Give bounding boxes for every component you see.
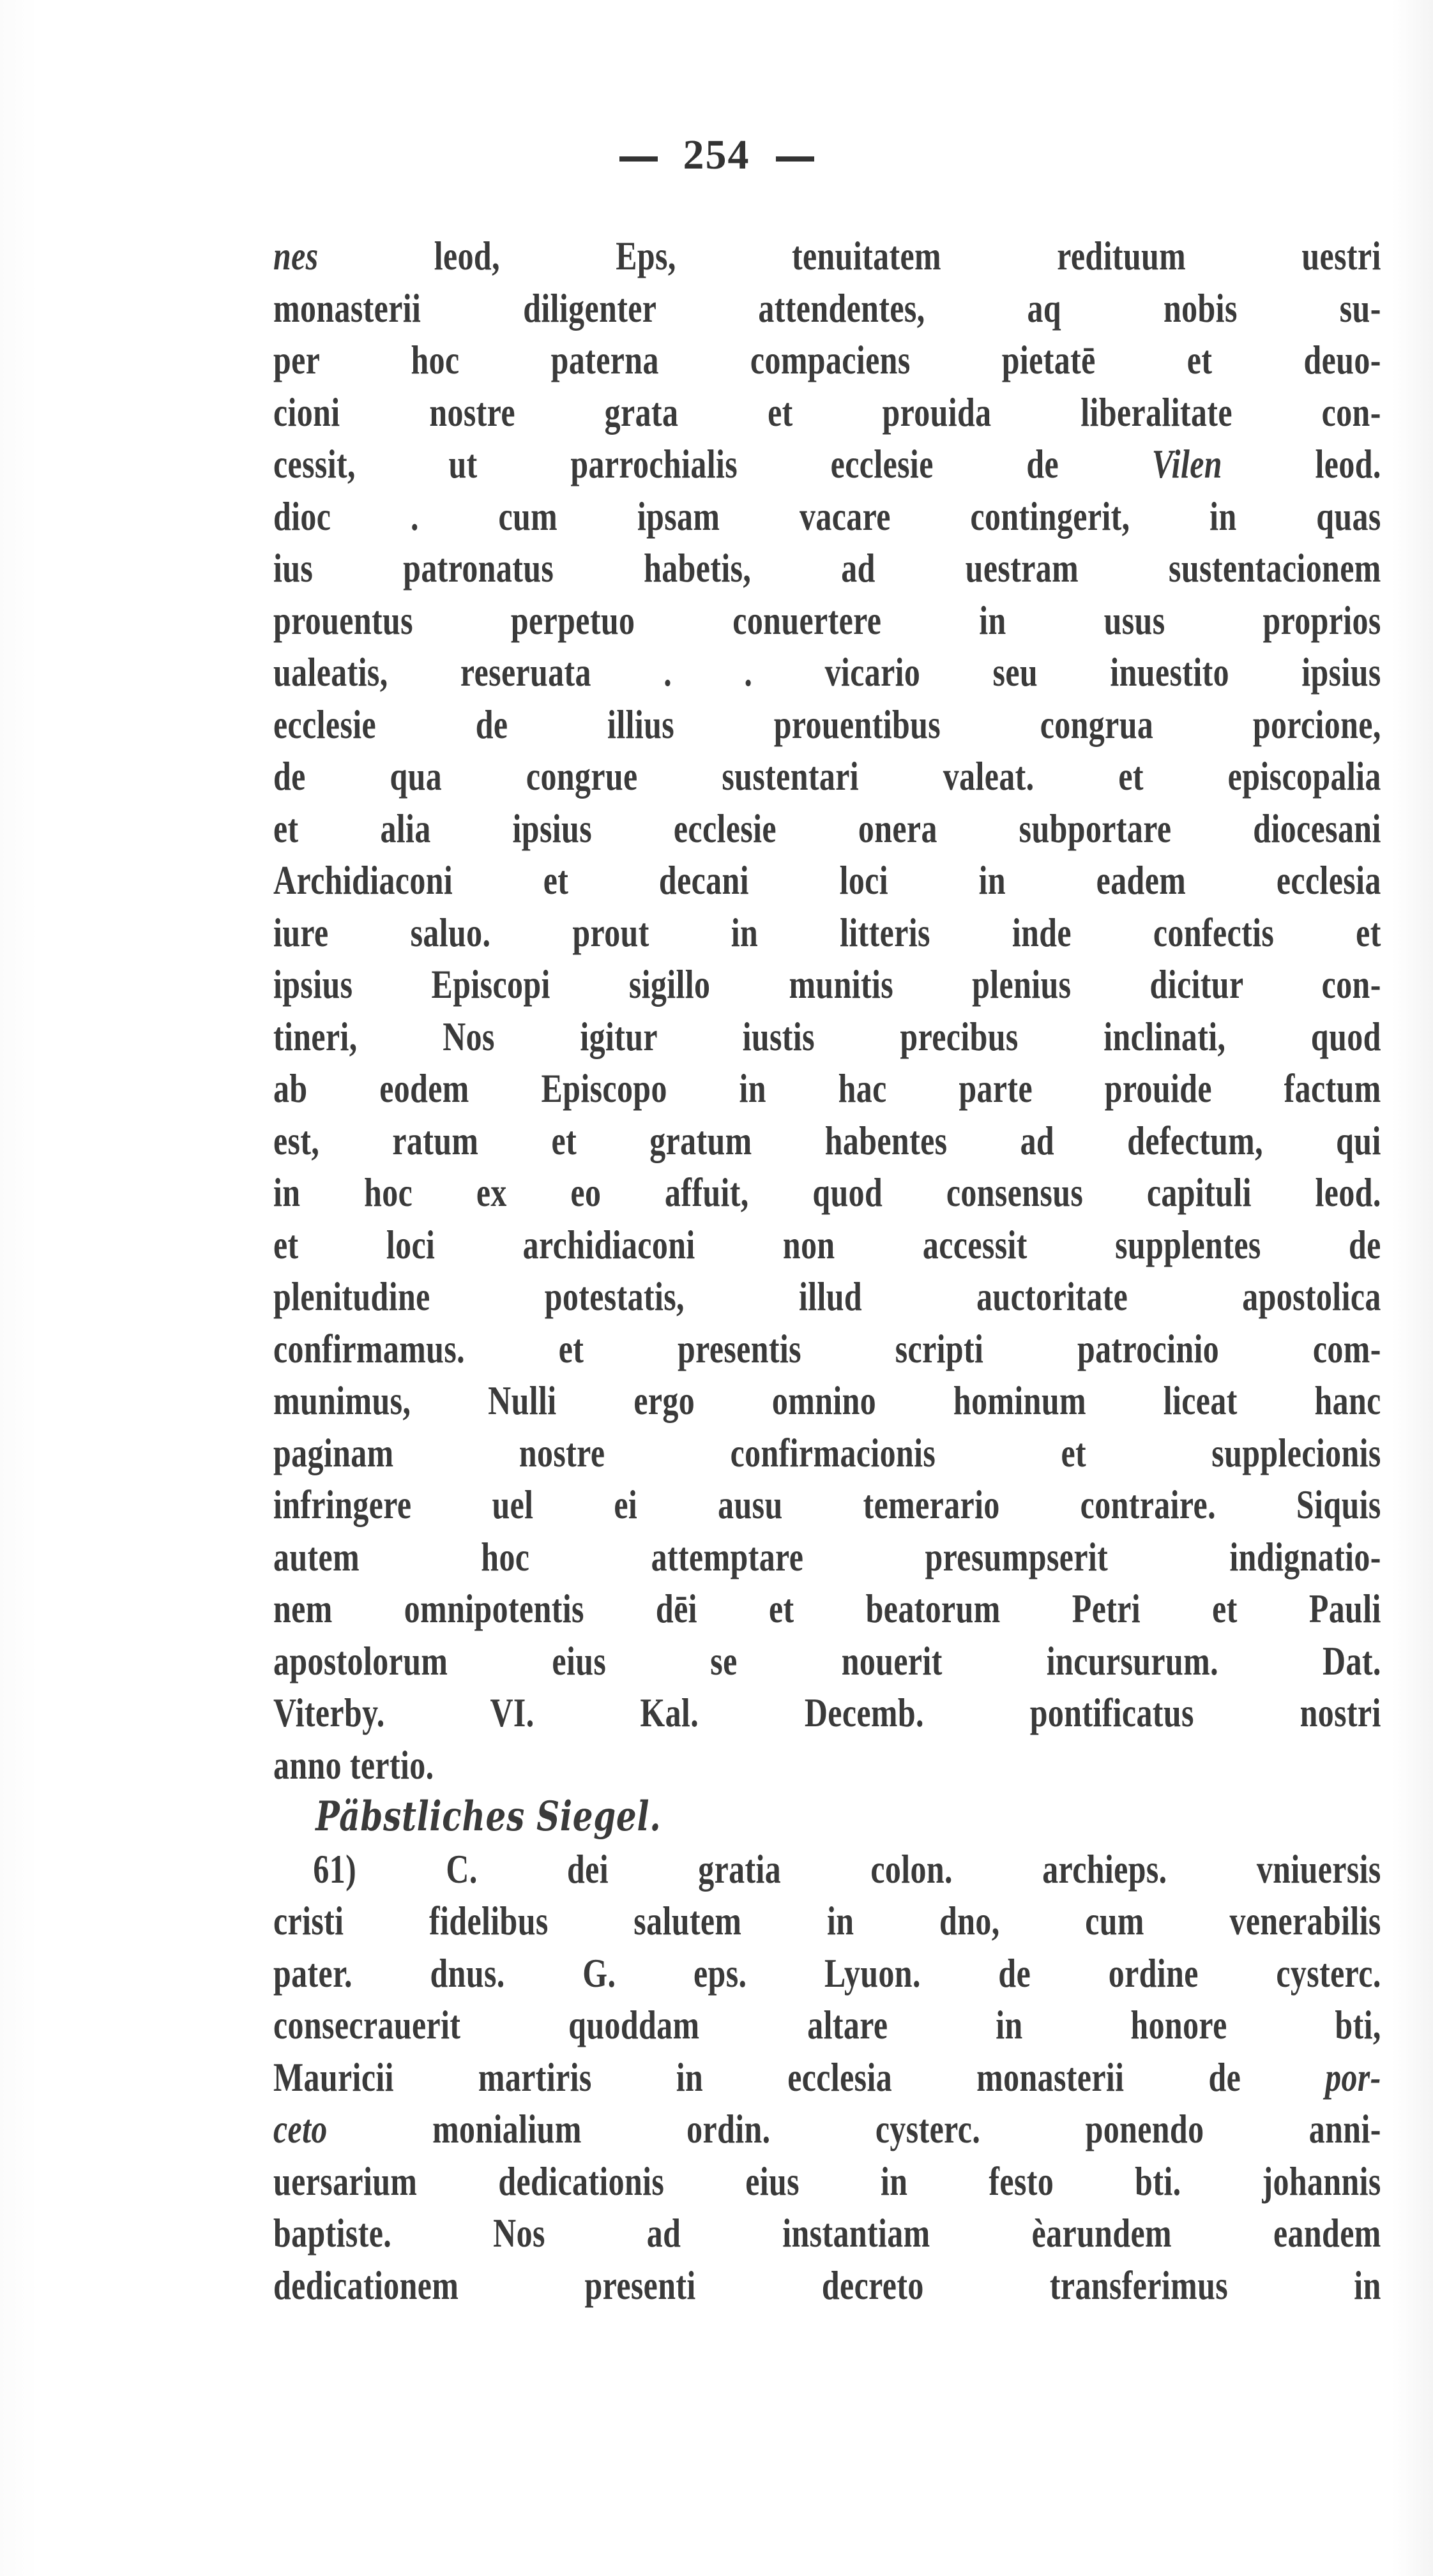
text-line xyxy=(273,1843,1381,1895)
text-line xyxy=(273,2207,1381,2259)
text-line xyxy=(273,1947,1381,2000)
line-text: per hoc paterna compaciens pietatē et deuo- xyxy=(273,337,1381,382)
line-text: tineri, Nos igitur iustis precibus inclinati, quod xyxy=(273,1013,1381,1059)
text-line xyxy=(273,2155,1381,2208)
line-text: cessit, ut parrochialis ecclesie de xyxy=(273,441,1152,486)
text-line xyxy=(273,1895,1381,1947)
line-text: est, ratum et gratum habentes ad defectum, qui xyxy=(273,1117,1381,1163)
line-text: baptiste. Nos ad instantiam èarundem eandem xyxy=(273,2210,1381,2256)
text-line xyxy=(273,386,1381,439)
text-line xyxy=(273,1323,1381,1375)
line-text-tail: leod. xyxy=(1222,441,1381,486)
line-text: plenitudine potestatis, illud auctoritate apostolica xyxy=(273,1274,1381,1319)
page-number: 254 xyxy=(683,132,750,178)
text-line xyxy=(273,2051,1381,2104)
header-dash-left xyxy=(619,156,658,162)
line-text: ualeatis, reseruata . . vicario seu inuestito ipsius xyxy=(273,649,1381,695)
text-line xyxy=(273,1062,1381,1115)
text-line xyxy=(273,230,1381,282)
section-heading: Päbstliches Siegel. xyxy=(315,1793,662,1841)
text-line xyxy=(273,1583,1381,1635)
line-text: Mauricii martiris in ecclesia monasterii de xyxy=(273,2054,1326,2100)
text-line xyxy=(273,438,1381,490)
text-line xyxy=(273,854,1381,907)
line-text: anno tertio. xyxy=(273,1742,434,1788)
text-line xyxy=(273,542,1381,594)
line-text: confirmamus. et presentis scripti patrocinio com- xyxy=(273,1325,1381,1371)
text-line-last xyxy=(273,1739,1381,1791)
header-dash-right xyxy=(776,156,814,162)
line-text: consecrauerit quoddam altare in honore bti, xyxy=(273,2002,1381,2047)
text-line xyxy=(273,1427,1381,1479)
text-line xyxy=(273,1375,1381,1427)
text-line xyxy=(273,802,1381,855)
text-line xyxy=(273,1687,1381,1739)
line-text: munimus, Nulli ergo omnino hominum liceat hanc xyxy=(273,1378,1381,1423)
italic-place-name: Vilen xyxy=(1151,441,1222,486)
line-text: monasterii diligenter attendentes, aq nobis su- xyxy=(273,285,1381,331)
line-text: cristi fidelibus salutem in dno, cum venerabilis xyxy=(273,1898,1381,1943)
page-number-header xyxy=(0,131,1433,179)
line-text: paginam nostre confirmacionis et supplecionis xyxy=(273,1429,1381,1475)
text-line xyxy=(273,907,1381,959)
text-line xyxy=(273,1635,1381,1687)
text-line xyxy=(273,1166,1381,1219)
line-text: Archidiaconi et decani loci in eadem ecclesia xyxy=(273,857,1381,903)
line-text: dedicationem presenti decreto transferimus in xyxy=(273,2262,1381,2308)
text-line xyxy=(273,1999,1381,2051)
text-line xyxy=(273,1115,1381,1167)
text-line xyxy=(273,1531,1381,1583)
text-line xyxy=(273,282,1381,335)
text-line xyxy=(273,1011,1381,1063)
text-line xyxy=(273,958,1381,1011)
line-text: ius patronatus habetis, ad uestram sustentacionem xyxy=(273,545,1381,591)
line-text: ecclesie de illius prouentibus congrua porcione, xyxy=(273,701,1381,747)
line-text: Viterby. VI. Kal. Decemb. pontificatus nostri xyxy=(273,1690,1381,1735)
text-line xyxy=(273,646,1381,698)
line-text: pater. dnus. G. eps. Lyuon. de ordine cysterc. xyxy=(273,1950,1381,1996)
text-line xyxy=(273,490,1381,543)
line-text: uersarium dedicationis eius in festo bti. johannis xyxy=(273,2158,1381,2204)
italic-place-name: por- xyxy=(1325,2054,1381,2100)
italic-word: nes xyxy=(273,233,319,278)
text-line xyxy=(273,594,1381,647)
italic-place-name: ceto xyxy=(273,2106,328,2151)
line-text: cioni nostre grata et prouida liberalitate con- xyxy=(273,389,1381,435)
line-text: leod, Eps, tenuitatem redituum uestri xyxy=(318,233,1381,278)
line-text: monialium ordin. cysterc. ponendo anni- xyxy=(327,2106,1381,2151)
text-line xyxy=(273,1270,1381,1323)
line-text: dioc . cum ipsam vacare contingerit, in quas xyxy=(273,493,1381,539)
text-line xyxy=(273,1219,1381,1271)
text-line xyxy=(273,2259,1381,2312)
line-text: ab eodem Episcopo in hac parte prouide factum xyxy=(273,1066,1381,1111)
line-text: ipsius Episcopi sigillo munitis plenius dicitur con- xyxy=(273,961,1381,1007)
text-line xyxy=(273,2103,1381,2155)
line-text: de qua congrue sustentari valeat. et episcopalia xyxy=(273,753,1381,799)
line-text: iure saluo. prout in litteris inde confectis et xyxy=(273,909,1381,955)
text-line xyxy=(273,334,1381,386)
line-text: in hoc ex eo affuit, quod consensus capituli leod. xyxy=(273,1170,1381,1215)
line-text: nem omnipotentis dēi et beatorum Petri et Pauli xyxy=(273,1586,1381,1631)
text-line xyxy=(273,750,1381,802)
line-text: et alia ipsius ecclesie onera subportare diocesani xyxy=(273,805,1381,851)
line-text: et loci archidiaconi non accessit supplentes de xyxy=(273,1221,1381,1267)
line-text: 61) C. dei gratia colon. archieps. vniuersis xyxy=(313,1846,1381,1892)
body-text xyxy=(273,230,1381,2311)
line-text: apostolorum eius se nouerit incursurum. Dat. xyxy=(273,1638,1381,1683)
text-line xyxy=(273,1479,1381,1531)
line-text: prouentus perpetuo conuertere in usus proprios xyxy=(273,597,1381,643)
line-text: autem hoc attemptare presumpserit indignatio- xyxy=(273,1533,1381,1579)
line-text: infringere uel ei ausu temerario contraire. Siquis xyxy=(273,1482,1381,1527)
text-line xyxy=(273,698,1381,751)
